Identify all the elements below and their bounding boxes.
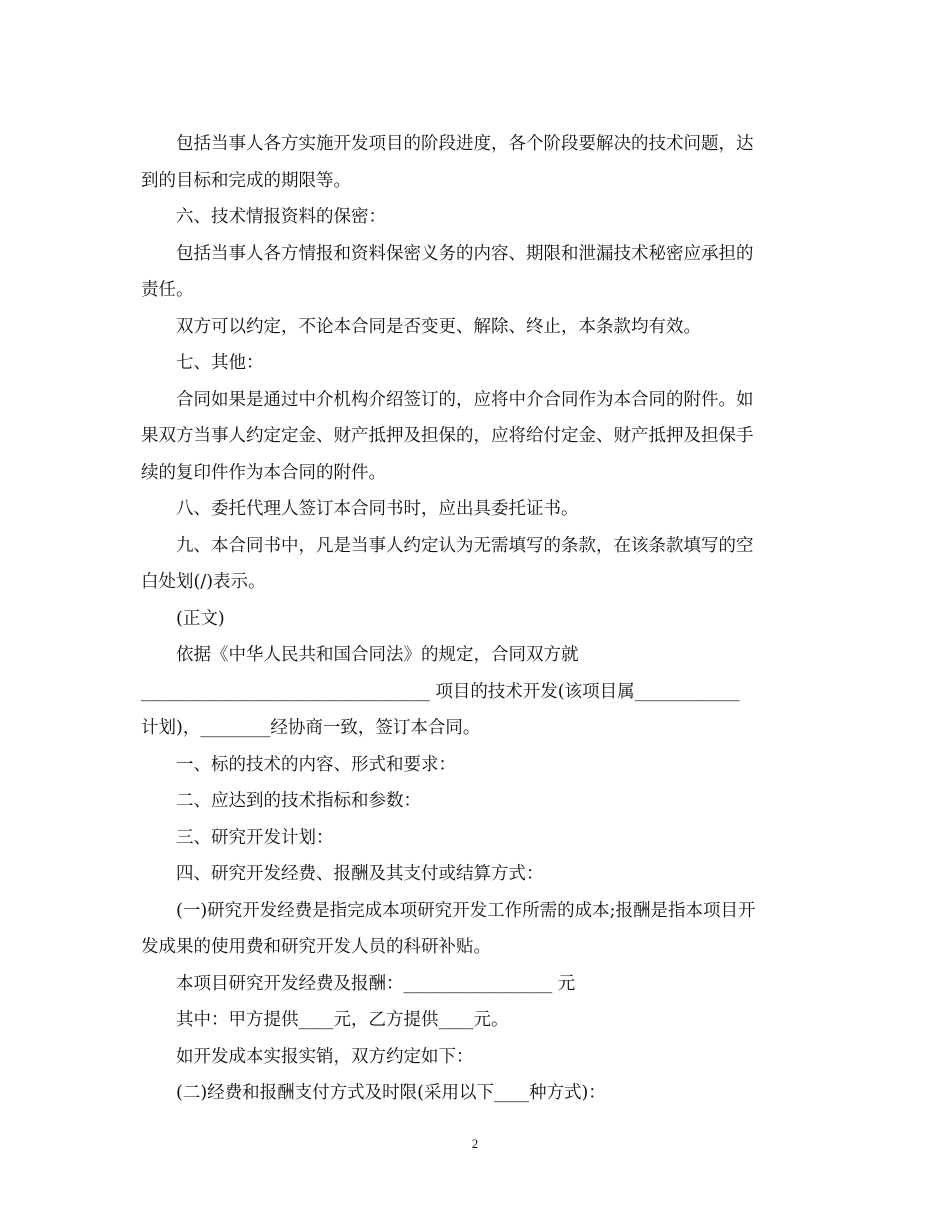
text-line: 九、本合同书中，凡是当事人约定认为无需填写的条款，在该条款填写的空 — [176, 535, 754, 556]
text-line: 包括当事人各方情报和资料保密义务的内容、期限和泄漏技术秘密应承担的 — [176, 243, 754, 264]
text-line: 包括当事人各方实施开发项目的阶段进度，各个阶段要解决的技术问题，达 — [176, 134, 754, 154]
text-line: 双方可以约定，不论本合同是否变更、解除、终止，本条款均有效。 — [176, 316, 701, 337]
text-line: 白处划(/)表示。 — [141, 572, 266, 592]
text-line: 一、标的技术的内容、形式和要求： — [176, 754, 456, 775]
text-line: 依据《中华人民共和国合同法》的规定，合同双方就 — [176, 645, 579, 665]
text-line: 本项目研究开发经费及报酬：_________________ 元 — [176, 973, 576, 994]
text-line: 六、技术情报资料的保密： — [176, 207, 386, 227]
text-line: (二)经费和报酬支付方式及时限(采用以下____种方式)： — [176, 1083, 606, 1103]
text-line: 其中：甲方提供____元，乙方提供____元。 — [176, 1010, 509, 1030]
text-line: 七、其他： — [176, 353, 264, 373]
text-line: _________________________________ 项目的技术开发(该项目属____________ — [141, 681, 740, 702]
text-line: 八、委托代理人签订本合同书时，应出具委托证书。 — [176, 499, 579, 519]
text-line: 果双方当事人约定定金、财产抵押及担保的，应将给付定金、财产抵押及担保手 — [141, 426, 754, 446]
text-line: 如开发成本实报实销，双方约定如下： — [176, 1046, 474, 1067]
text-line: 责任。 — [141, 280, 194, 300]
text-line: (一)研究开发经费是指完成本项研究开发工作所需的成本;报酬是指本项目开 — [176, 900, 756, 921]
document-body — [141, 126, 811, 1112]
text-line: 四、研究开发经费、报酬及其支付或结算方式： — [176, 864, 544, 884]
page-number: 2 — [471, 1136, 479, 1151]
text-line: 合同如果是通过中介机构介绍签订的，应将中介合同作为本合同的附件。如 — [176, 389, 754, 410]
text-line: 发成果的使用费和研究开发人员的科研补贴。 — [141, 937, 491, 957]
text-line: 到的目标和完成的期限等。 — [141, 170, 351, 191]
text-line: (正文) — [176, 608, 225, 629]
text-line: 计划)，________经协商一致，签订本合同。 — [141, 718, 481, 738]
text-line: 三、研究开发计划： — [176, 827, 334, 848]
text-line: 续的复印件作为本合同的附件。 — [141, 462, 386, 483]
text-line: 二、应达到的技术指标和参数： — [176, 791, 421, 811]
